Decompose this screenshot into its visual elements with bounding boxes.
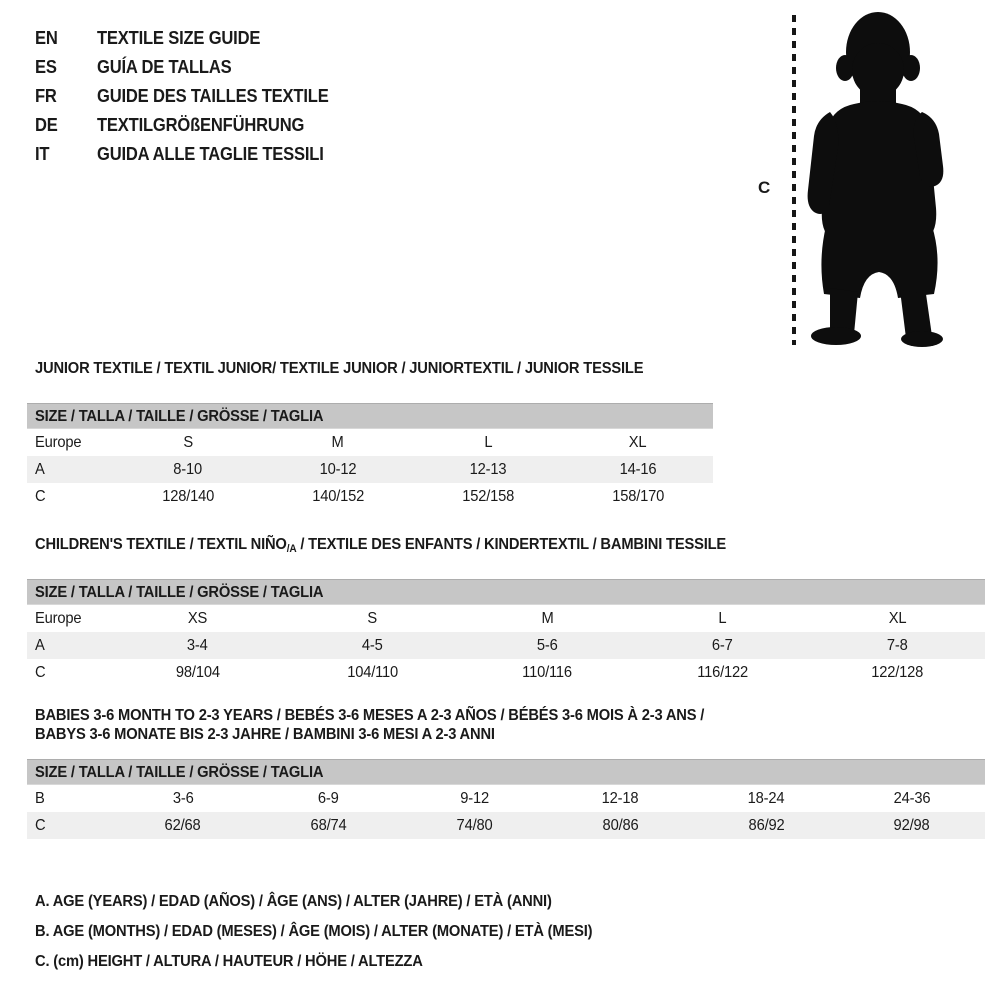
height-cell: 80/86 [602, 816, 639, 834]
size-cell: M [331, 433, 345, 451]
height-cell: 158/170 [612, 487, 664, 505]
lang-row-es [35, 57, 349, 86]
row-label: A [35, 636, 45, 654]
age-cell: 5-6 [537, 636, 558, 654]
age-cell: 4-5 [362, 636, 383, 654]
footnote-a: A. AGE (YEARS) / EDAD (AÑOS) / ÂGE (ANS) / ALTER (JAHRE) / ETÀ (ANNI) [35, 893, 552, 910]
row-label: C [35, 816, 46, 834]
height-cell: 104/110 [347, 663, 398, 681]
section-title: JUNIOR TEXTILE / TEXTIL JUNIOR/ TEXTILE JUNIOR / JUNIORTEXTIL / JUNIOR TESSILE [35, 360, 644, 377]
height-cell: 140/152 [312, 487, 364, 505]
age-cell: 9-12 [460, 789, 489, 807]
junior-textile-section [27, 359, 713, 510]
lang-title: GUÍA DE TALLAS [97, 57, 232, 77]
table-row [27, 812, 985, 839]
height-cell: 116/122 [697, 663, 748, 681]
age-cell: 14-16 [619, 460, 657, 478]
lang-row-fr [35, 86, 349, 115]
size-cell: S [367, 609, 378, 627]
age-cell: 24-36 [893, 789, 931, 807]
height-dotted-line-icon [792, 15, 796, 345]
lang-title: GUIDE DES TAILLES TEXTILE [97, 86, 329, 106]
table-row [27, 429, 713, 456]
size-cell: XL [888, 609, 907, 627]
age-cell: 8-10 [173, 460, 203, 478]
row-label: Europe [35, 609, 82, 627]
size-cell: M [541, 609, 554, 627]
age-cell: 12-18 [601, 789, 639, 807]
babies-section [27, 706, 985, 839]
height-cell: 62/68 [164, 816, 201, 834]
height-cell: 128/140 [162, 487, 214, 505]
lang-code: FR [35, 86, 57, 106]
age-cell: 6-9 [318, 789, 340, 807]
size-cell: XL [629, 433, 647, 451]
table-row [27, 483, 713, 510]
height-cell: 152/158 [462, 487, 514, 505]
size-header-bar: SIZE / TALLA / TAILLE / GRÖSSE / TAGLIA [27, 403, 713, 429]
row-label: C [35, 487, 46, 505]
footnote-c: C. (cm) HEIGHT / ALTURA / HAUTEUR / HÖHE / ALTEZZA [35, 953, 423, 970]
size-cell: L [483, 433, 492, 451]
height-measure-label: C [758, 178, 771, 197]
age-cell: 18-24 [747, 789, 785, 807]
table-row [27, 659, 985, 686]
toddler-silhouette-icon [800, 8, 958, 348]
size-header-bar: SIZE / TALLA / TAILLE / GRÖSSE / TAGLIA [27, 579, 985, 605]
row-label: Europe [35, 433, 82, 451]
row-label: A [35, 460, 45, 478]
height-cell: 92/98 [893, 816, 930, 834]
lang-row-de [35, 115, 349, 144]
lang-code: ES [35, 57, 57, 77]
height-cell: 86/92 [748, 816, 785, 834]
lang-code: IT [35, 144, 50, 164]
footnote-b: B. AGE (MONTHS) / EDAD (MESES) / ÂGE (MOIS) / ALTER (MONATE) / ETÀ (MESI) [35, 923, 593, 940]
size-cell: S [183, 433, 193, 451]
row-label: C [35, 663, 46, 681]
lang-row-it [35, 144, 349, 173]
size-cell: L [718, 609, 727, 627]
table-row [27, 456, 713, 483]
age-cell: 6-7 [712, 636, 733, 654]
childrens-textile-section [27, 535, 985, 686]
lang-code: DE [35, 115, 58, 135]
age-cell: 10-12 [319, 460, 357, 478]
lang-title: TEXTILGRÖßENFÜHRUNG [97, 115, 305, 135]
lang-title: GUIDA ALLE TAGLIE TESSILI [97, 144, 324, 164]
height-cell: 110/116 [522, 663, 573, 681]
lang-row-en [35, 28, 349, 57]
height-cell: 68/74 [310, 816, 347, 834]
lang-code: EN [35, 28, 58, 48]
age-cell: 3-6 [172, 789, 194, 807]
height-cell: 74/80 [456, 816, 493, 834]
table-row [27, 605, 985, 632]
age-cell: 3-4 [187, 636, 208, 654]
age-cell: 7-8 [887, 636, 908, 654]
age-cell: 12-13 [469, 460, 507, 478]
table-row [27, 785, 985, 812]
section-title: CHILDREN'S TEXTILE / TEXTIL NIÑO/A / TEXTILE DES ENFANTS / KINDERTEXTIL / BAMBINI TESSILE [35, 536, 727, 555]
title-subscript: /A [286, 543, 297, 555]
size-header-bar: SIZE / TALLA / TAILLE / GRÖSSE / TAGLIA [27, 759, 985, 785]
section-title: BABIES 3-6 MONTH TO 2-3 YEARS / BEBÉS 3-6 MESES A 2-3 AÑOS / BÉBÉS 3-6 MOIS À 2-3 ANS / [35, 707, 705, 724]
legend-footnotes [35, 893, 641, 983]
height-cell: 98/104 [175, 663, 220, 681]
table-row [27, 632, 985, 659]
section-title: BABYS 3-6 MONATE BIS 2-3 JAHRE / BAMBINI 3-6 MESI A 2-3 ANNI [35, 726, 495, 743]
language-title-list [35, 28, 349, 173]
size-cell: XS [187, 609, 208, 627]
row-label: B [35, 789, 45, 807]
height-cell: 122/128 [871, 663, 924, 681]
lang-title: TEXTILE SIZE GUIDE [97, 28, 261, 48]
